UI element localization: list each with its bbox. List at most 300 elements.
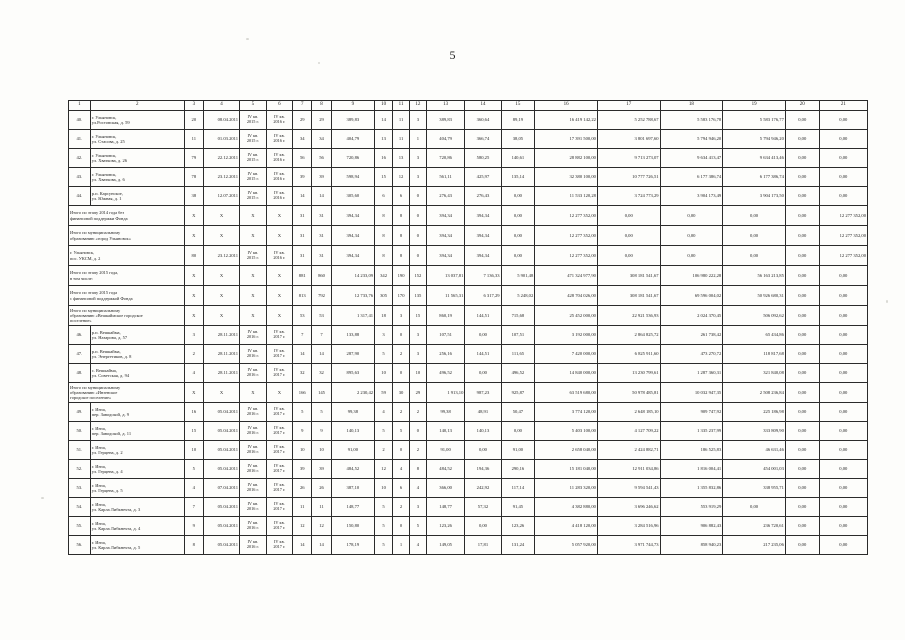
table-cell: 7 420 000,00 (535, 345, 598, 364)
table-cell: X (203, 266, 239, 286)
row-index: 56. (69, 536, 91, 555)
table-cell: 0,00 (785, 206, 819, 226)
table-cell: 720,86 (331, 149, 374, 168)
table-cell: 140,13 (331, 422, 374, 441)
table-cell: 0,00 (819, 130, 867, 149)
table-cell: 305 (375, 286, 393, 306)
row-label: Итого по муниципальному образованию «город Ульяновск» (69, 226, 185, 246)
column-number-17: 17 (597, 101, 660, 111)
table-cell: 3 774 120,00 (535, 403, 598, 422)
table-cell: 3 (184, 326, 203, 345)
table-cell: 9 (184, 517, 203, 536)
table-cell: X (266, 206, 293, 226)
table-cell: 3 (409, 149, 426, 168)
table-cell: 6 177 386,74 (660, 168, 723, 187)
table-cell: X (240, 286, 267, 306)
table-cell: 12 277 352,00 (535, 226, 598, 246)
table-cell: 4 (184, 364, 203, 383)
table-cell: 11 (293, 498, 312, 517)
data-table (68, 100, 868, 555)
row-label: Итого по муниципальному образованию «Вешкаймское городское поселение» (69, 306, 185, 326)
table-cell: 05.04.2011 (203, 422, 239, 441)
table-cell: 117,14 (501, 479, 535, 498)
table-cell: 14 (293, 536, 312, 555)
table-cell: X (203, 306, 239, 326)
table-cell: 360,64 (465, 111, 501, 130)
table-cell: 20 (184, 111, 203, 130)
table-cell: 4 127 709,22 (597, 422, 660, 441)
table-row (69, 498, 868, 517)
table-cell: 178,19 (331, 536, 374, 555)
table-cell: 56 (293, 149, 312, 168)
table-row (69, 246, 868, 266)
table-cell: 987,23 (465, 383, 501, 403)
table-cell: 598,94 (331, 168, 374, 187)
table-cell: 3 (393, 306, 410, 326)
table-cell: 3 192 000,00 (535, 326, 598, 345)
table-cell: IV кв. 2016 г. (266, 130, 293, 149)
row-address: г. Ульяновск, ул. Стасова, д. 25 (90, 130, 184, 149)
table-cell: 0,00 (785, 345, 819, 364)
table-cell: 16 419 142,22 (535, 111, 598, 130)
table-cell: 23.12.2011 (203, 168, 239, 187)
table-cell: 3 (409, 345, 426, 364)
table-cell: 5 (375, 422, 393, 441)
table-cell: X (203, 383, 239, 403)
table-cell: 34 (293, 130, 312, 149)
table-cell: X (240, 206, 267, 226)
table-cell: 140,13 (465, 422, 501, 441)
table-cell: 0,00 (819, 460, 867, 479)
table-cell: 3 904 173,49 (660, 187, 723, 206)
table-cell: X (266, 266, 293, 286)
table-cell: 32 (293, 364, 312, 383)
table-cell: 0,00 (785, 403, 819, 422)
table-cell: 9 (293, 422, 312, 441)
row-address: г. Ульяновск, ул.Ростовская, д. 59 (90, 111, 184, 130)
table-cell: X (184, 206, 203, 226)
column-number-1: 1 (69, 101, 91, 111)
table-cell: 15 (375, 168, 393, 187)
table-cell: 261 738,42 (660, 326, 723, 345)
table-cell: 107,51 (501, 326, 535, 345)
table-cell: 91,00 (426, 441, 465, 460)
table-cell: 0,00 (819, 364, 867, 383)
column-number-11: 11 (393, 101, 410, 111)
table-cell: 895,63 (331, 364, 374, 383)
table-cell: 225 186,98 (723, 403, 786, 422)
row-index: 48. (69, 364, 91, 383)
table-cell: 32 (312, 364, 331, 383)
column-number-4: 4 (203, 101, 239, 111)
row-address: р.п. Вешкайма, ул. Назарова, д. 57 (90, 326, 184, 345)
table-cell: 31 (293, 226, 312, 246)
table-cell: 53 (312, 306, 331, 326)
table-cell: 276,43 (465, 187, 501, 206)
table-cell: 89,19 (501, 111, 535, 130)
table-cell: 1 (393, 536, 410, 555)
table-cell: 561,11 (426, 168, 465, 187)
table-cell: 28.11.2011 (203, 364, 239, 383)
table-cell: 290,16 (501, 460, 535, 479)
table-cell: 338 955,71 (723, 479, 786, 498)
column-number-3: 3 (184, 101, 203, 111)
table-cell: IV кв. 2016 г. (240, 441, 267, 460)
table-cell: 2 (184, 345, 203, 364)
table-cell: 5 248,02 (501, 286, 535, 306)
table-cell: IV кв. 2016 г. (240, 498, 267, 517)
table-cell: 2 658 040,00 (535, 441, 598, 460)
table-cell: 387,10 (331, 479, 374, 498)
table-cell: 0,00 (785, 187, 819, 206)
table-cell: 0,00 (785, 226, 819, 246)
table-cell: 0,00 (501, 422, 535, 441)
table-cell: 135,14 (501, 168, 535, 187)
table-cell: 5 (409, 517, 426, 536)
table-cell: 0,00 (819, 441, 867, 460)
table-cell: 10 777 726,51 (597, 168, 660, 187)
table-cell: IV кв. 2017 г. (266, 403, 293, 422)
table-cell: 26 (293, 479, 312, 498)
table-cell: 39 (293, 460, 312, 479)
table-cell: 11 (393, 130, 410, 149)
table-cell: 0,00 (785, 111, 819, 130)
table-cell: 0,00 (785, 517, 819, 536)
table-cell: 8 (184, 536, 203, 555)
row-address: г. Инза, ул. Герцена, д. 4 (90, 460, 184, 479)
table-cell: 0,00 (501, 206, 535, 226)
table-cell: IV кв. 2016 г. (240, 364, 267, 383)
table-cell: 6 (375, 187, 393, 206)
row-index: 46. (69, 326, 91, 345)
table-cell: 2 508 236,84 (723, 383, 786, 403)
table-cell: 5 (375, 345, 393, 364)
table-cell: 53 (293, 306, 312, 326)
table-cell: IV кв. 2016 г. (240, 460, 267, 479)
table-cell: 80 (184, 246, 203, 266)
table-cell: 18 (375, 306, 393, 326)
table-cell: X (240, 306, 267, 326)
row-address: г. Инза, ул. Герцена, д. 5 (90, 479, 184, 498)
column-number-21: 21 (819, 101, 867, 111)
table-cell: 31 (293, 206, 312, 226)
table-cell: 4 (409, 536, 426, 555)
table-cell: 0,00 (465, 364, 501, 383)
table-cell: 0 (409, 187, 426, 206)
table-cell: 0,00 (819, 345, 867, 364)
row-address: г. Инза, ул. Карла Либкнехта, д. 3 (90, 498, 184, 517)
table-cell: 14 (293, 345, 312, 364)
table-cell: 484,52 (331, 460, 374, 479)
table-cell: 11 (393, 111, 410, 130)
table-cell: 1 335 237,99 (660, 422, 723, 441)
table-cell: 133,88 (331, 326, 374, 345)
table-cell: IV кв. 2017 г. (266, 517, 293, 536)
table-cell: 57,32 (465, 498, 501, 517)
table-cell: 321 840,08 (723, 364, 786, 383)
table-cell: 14 233,09 (331, 266, 374, 286)
table-cell: IV кв. 2016 г. (266, 111, 293, 130)
table-cell: 01.03.2011 (203, 130, 239, 149)
table-cell: 5 (184, 460, 203, 479)
row-address: г. Инза, ул. Герцена, д. 2 (90, 441, 184, 460)
table-cell: 22.12.2011 (203, 149, 239, 168)
table-cell: 14 (312, 536, 331, 555)
table-cell: 217 235,06 (723, 536, 786, 555)
table-cell: X (266, 383, 293, 403)
table-cell: 15 181 040,00 (535, 460, 598, 479)
table-cell: 394,34 (426, 246, 465, 266)
table-cell: 14 (375, 111, 393, 130)
table-cell: 12 (293, 517, 312, 536)
table-row (69, 441, 868, 460)
table-cell: 28.11.2011 (203, 326, 239, 345)
table-cell: 496,52 (426, 364, 465, 383)
table-cell: X (184, 266, 203, 286)
table-cell: 0,00 (501, 246, 535, 266)
table-cell: IV кв. 2016 г. (240, 345, 267, 364)
table-cell: 5 (293, 403, 312, 422)
data-table-wrapper (68, 100, 868, 555)
table-cell: 91,00 (331, 441, 374, 460)
column-number-13: 13 (426, 101, 465, 111)
table-cell: 39 (312, 460, 331, 479)
table-cell: 31 (312, 246, 331, 266)
table-cell: 0,00 (819, 266, 867, 286)
table-cell: 149,05 (426, 536, 465, 555)
table-cell: X (203, 206, 239, 226)
row-index: 40. (69, 111, 91, 130)
table-row (69, 111, 868, 130)
table-cell: 10 032 947,35 (660, 383, 723, 403)
column-number-15: 15 (501, 101, 535, 111)
table-cell: 0,00 (785, 246, 819, 266)
table-cell: 580,25 (465, 149, 501, 168)
column-number-2: 2 (90, 101, 184, 111)
table-cell: 9 713 273,07 (597, 149, 660, 168)
table-cell: 10 (293, 441, 312, 460)
table-cell: 394,34 (465, 206, 501, 226)
table-cell: 8 (393, 246, 410, 266)
table-row (69, 345, 868, 364)
table-cell: 5 (375, 517, 393, 536)
table-cell: 111,65 (501, 345, 535, 364)
table-cell: IV кв. 2017 г. (266, 345, 293, 364)
scan-speck (246, 38, 249, 40)
table-cell: 506 092,62 (723, 306, 786, 326)
table-cell: 14 (312, 187, 331, 206)
table-cell: 106 980 222,28 (660, 266, 723, 286)
row-address: г. Ульяновск, ул. Хваткова, д. 6 (90, 168, 184, 187)
table-cell: 26 (312, 479, 331, 498)
table-cell: 0,00 (819, 286, 867, 306)
table-cell: IV кв. 2016 г. (240, 517, 267, 536)
table-cell: 0,00 (785, 460, 819, 479)
table-cell: 471 324 977,90 (535, 266, 598, 286)
table-cell: 394,34 (426, 206, 465, 226)
table-cell: 484,52 (426, 460, 465, 479)
table-cell: 91,00 (501, 441, 535, 460)
page-number: 5 (449, 48, 456, 62)
table-cell: 0,00 (723, 498, 786, 517)
table-cell: 308 181 541,67 (597, 286, 660, 306)
table-cell: 9 594 541,43 (597, 479, 660, 498)
scan-speck (886, 300, 888, 303)
table-cell: IV кв. 2016 г. (266, 149, 293, 168)
row-address: с. Вешкайма, ул. Советская, д. 94 (90, 364, 184, 383)
table-cell: 145 (312, 383, 331, 403)
table-cell: 5 (312, 403, 331, 422)
table-cell: 38,05 (501, 130, 535, 149)
table-cell: 15 (409, 306, 426, 326)
table-cell: 0,00 (819, 536, 867, 555)
table-row (69, 536, 868, 555)
table-cell: 366,00 (426, 479, 465, 498)
table-cell: 118 817,68 (723, 345, 786, 364)
table-cell: 0,00 (819, 498, 867, 517)
table-cell: 2 (409, 403, 426, 422)
table-cell: IV кв. 2016 г. (240, 536, 267, 555)
table-cell: 6 (393, 187, 410, 206)
table-cell: X (184, 286, 203, 306)
table-cell: 0,00 (819, 403, 867, 422)
table-cell: 63 519 680,00 (535, 383, 598, 403)
table-cell: 2 (409, 441, 426, 460)
table-cell: 152 (409, 266, 426, 286)
table-cell: 12 911 034,86 (597, 460, 660, 479)
table-row (69, 460, 868, 479)
table-cell: 0 (409, 226, 426, 246)
table-cell: 123,26 (501, 517, 535, 536)
table-cell: 792 (312, 286, 331, 306)
table-cell: 4 382 880,00 (535, 498, 598, 517)
table-cell: 5 901,48 (501, 266, 535, 286)
row-index: 53. (69, 479, 91, 498)
table-cell: 909 747,92 (660, 403, 723, 422)
table-cell: IV кв. 2017 г. (266, 441, 293, 460)
table-cell: 50 926 680,31 (723, 286, 786, 306)
table-cell: 12 (312, 517, 331, 536)
table-cell: 05.04.2011 (203, 403, 239, 422)
table-cell: 170 (393, 286, 410, 306)
table-cell: 473 270,72 (660, 345, 723, 364)
table-cell: X (184, 383, 203, 403)
row-address: р.п. Карсунское, ул. Южная, д. 1 (90, 187, 184, 206)
table-cell: 3 (409, 168, 426, 187)
column-number-10: 10 (375, 101, 393, 111)
table-cell: 3 (409, 498, 426, 517)
table-cell: 0,00 (785, 286, 819, 306)
table-cell: 1 816 004,41 (660, 460, 723, 479)
table-cell: 12 733,76 (331, 286, 374, 306)
table-cell: 2 (393, 498, 410, 517)
table-cell: 194,36 (465, 460, 501, 479)
table-cell: 50 978 485,81 (597, 383, 660, 403)
table-cell: 428 704 026,00 (535, 286, 598, 306)
table-cell: 11 (184, 130, 203, 149)
row-label: Итого по этапу 2014 года без финансовой поддержки Фонда (69, 206, 185, 226)
table-cell: 14 (293, 187, 312, 206)
table-cell: 305,60 (331, 187, 374, 206)
table-row (69, 517, 868, 536)
table-cell: X (266, 286, 293, 306)
table-cell: 0 (409, 246, 426, 266)
column-number-19: 19 (723, 101, 786, 111)
table-cell: 394,34 (465, 226, 501, 246)
table-cell: 8 (375, 246, 393, 266)
table-cell: 9 634 413,46 (723, 149, 786, 168)
table-cell: 2 864 825,72 (597, 326, 660, 345)
table-cell: 4 (393, 460, 410, 479)
table-cell: 5 794 946,20 (723, 130, 786, 149)
table-cell: IV кв. 2015 г. (240, 149, 267, 168)
row-index: 43. (69, 168, 91, 187)
table-cell: X (184, 306, 203, 326)
table-cell: 144,51 (465, 345, 501, 364)
table-cell: IV кв. 2017 г. (266, 364, 293, 383)
table-cell: 242,92 (465, 479, 501, 498)
table-cell: X (266, 226, 293, 246)
table-cell: 140,61 (501, 149, 535, 168)
table-cell: 2 (393, 345, 410, 364)
table-cell: X (240, 266, 267, 286)
table-cell: 0 (393, 364, 410, 383)
table-cell: 0,00 (819, 517, 867, 536)
table-row (69, 130, 868, 149)
table-cell: 3 904 173,50 (723, 187, 786, 206)
table-cell: IV кв. 2016 г. (266, 168, 293, 187)
table-cell: 0,00 (819, 326, 867, 345)
table-cell: 29 (312, 111, 331, 130)
table-cell: 10 (184, 441, 203, 460)
table-cell: 29 (409, 383, 426, 403)
table-cell: 32 380 100,00 (535, 168, 598, 187)
table-cell: 0,00 (597, 206, 660, 226)
table-cell: 287,90 (331, 345, 374, 364)
table-row (69, 187, 868, 206)
row-address: г. Инза, ул. Карла Либкнехта, д. 5 (90, 536, 184, 555)
table-cell: 12 (375, 460, 393, 479)
table-cell: 496,52 (501, 364, 535, 383)
table-cell: 4 (409, 479, 426, 498)
table-cell: 148,77 (426, 498, 465, 517)
column-number-7: 7 (293, 101, 312, 111)
row-index: 54. (69, 498, 91, 517)
table-cell: 276,43 (426, 187, 465, 206)
table-cell: 16 (375, 149, 393, 168)
table-row (69, 266, 868, 286)
table-cell: 22 921 536,93 (597, 306, 660, 326)
table-cell: 1 287 360,31 (660, 364, 723, 383)
row-index: 50. (69, 422, 91, 441)
table-cell: IV кв. 2017 г. (266, 422, 293, 441)
table-cell: 0,00 (723, 206, 786, 226)
table-cell: 12 (393, 168, 410, 187)
table-cell: 0,00 (785, 364, 819, 383)
table-cell: 4 (184, 479, 203, 498)
table-cell: 389,83 (331, 111, 374, 130)
table-cell: 860,19 (426, 306, 465, 326)
table-cell: 13 (375, 130, 393, 149)
table-cell: 1 317,41 (331, 306, 374, 326)
table-cell: 12 277 352,00 (819, 226, 867, 246)
table-cell: 166 (293, 383, 312, 403)
table-cell: 394,34 (331, 246, 374, 266)
table-cell: 14 840 000,00 (535, 364, 598, 383)
table-cell: 28 882 100,00 (535, 149, 598, 168)
table-cell: 0,00 (819, 149, 867, 168)
table-cell: 3 (409, 326, 426, 345)
